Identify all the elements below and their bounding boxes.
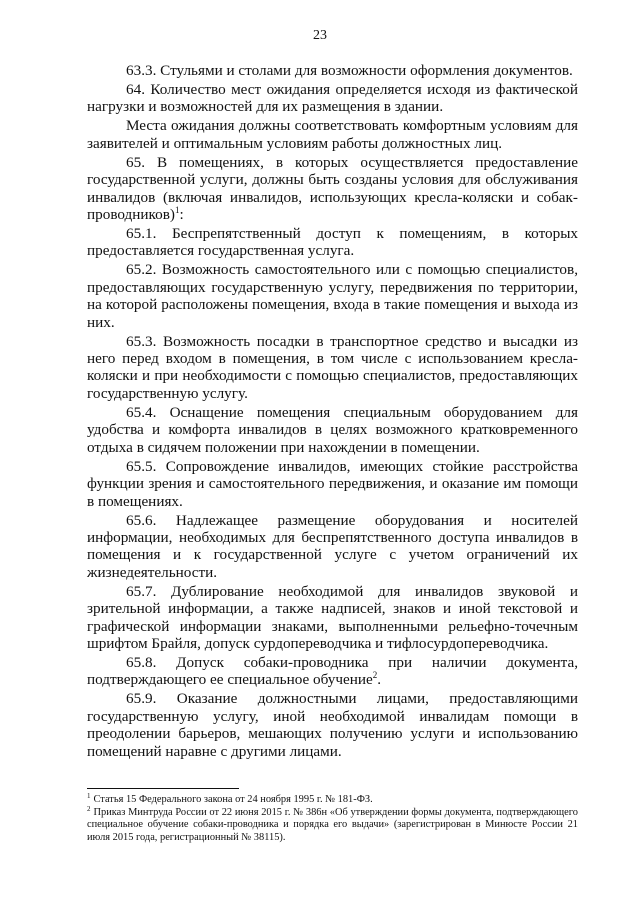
paragraph-text-tail: . [377, 671, 382, 689]
document-body [87, 62, 578, 762]
paragraph-text: 65.2. Возможность самостоятельного или с помощью специалистов, предоставляющих государственную услугу, передвижения по территории, на которой расположены помещения, входа в такие помещения и выхода из них. [87, 261, 578, 331]
paragraph-text: 65.3. Возможность посадки в транспортное средство и высадки из него перед входом в помещения, в том числе с использованием кресла-коляски и при необходимости с помощью специалистов, предоставляющих государственную услугу. [87, 332, 578, 402]
paragraph-65-7 [87, 583, 578, 653]
paragraph-waiting-areas [87, 117, 578, 152]
paragraph-text: 64. Количество мест ожидания определяется исходя из фактической нагрузки и возможностей для их размещения в здании. [87, 81, 578, 116]
footnote-1 [87, 794, 578, 806]
paragraph-65-1 [87, 225, 578, 260]
paragraph-65-4 [87, 404, 578, 456]
paragraph-65-8 [87, 654, 578, 689]
paragraph-65 [87, 154, 578, 224]
footnotes [87, 794, 578, 845]
paragraph-text: 65.7. Дублирование необходимой для инвалидов звуковой и зрительной информации, а также надписей, знаков и иной текстовой и графической информации знаками, выполненными рельефно-точечным шрифтом Брайля, допуск сурдопереводчика и тифлосурдопереводчика. [87, 582, 578, 652]
paragraph-text: 65. В помещениях, в которых осуществляется предоставление государственной услуги, должны быть созданы условия для обслуживания инвалидов (включая инвалидов, использующих кресла-коляски и собак-проводников) [87, 153, 578, 224]
paragraph-text: 65.8. Допуск собаки-проводника при наличии документа, подтверждающего ее специальное обучение [87, 653, 578, 689]
paragraph-text: 65.5. Сопровождение инвалидов, имеющих стойкие расстройства функции зрения и самостоятельного передвижения, и оказание им помощи в помещениях. [87, 457, 578, 510]
paragraph-text: 65.1. Беспрепятственный доступ к помещениям, в которых предоставляется государственная услуга. [87, 225, 578, 260]
paragraph-63-3 [87, 62, 578, 79]
paragraph-65-3 [87, 333, 578, 403]
paragraph-65-2 [87, 261, 578, 331]
footnote-2 [87, 807, 578, 844]
footnote-text: Статья 15 Федерального закона от 24 ноября 1995 г. № 181-ФЗ. [93, 794, 373, 805]
paragraph-text: 65.6. Надлежащее размещение оборудования и носителей информации, необходимых для беспрепятственного доступа инвалидов в помещения и к государственной услуге с учетом ограничений их жизнедеятельности. [87, 511, 578, 581]
paragraph-text: 65.9. Оказание должностными лицами, предоставляющими государственную услугу, иной необходимой инвалидам помощи в преодолении барьеров, мешающих получению услуги и использованию помещений наравне с другими лицами. [87, 690, 578, 760]
paragraph-text-tail: : [179, 206, 184, 224]
paragraph-64 [87, 81, 578, 116]
paragraph-text: 63.3. Стульями и столами для возможности оформления документов. [126, 62, 573, 79]
footnote-mark: 1 [87, 792, 91, 800]
footnote-text: Приказ Минтруда России от 22 июня 2015 г. № 386н «Об утверждении формы документа, подтверждающего специальное обучение собаки-проводника и порядка его выдачи» (зарегистрирован в Минюсте России 21 июля 2015 года, регистрационный № 38115). [87, 807, 578, 843]
paragraph-65-9 [87, 690, 578, 760]
footnote-ref-1[interactable]: 1 [174, 205, 180, 216]
paragraph-65-5 [87, 458, 578, 510]
paragraph-65-6 [87, 512, 578, 582]
footnote-divider [87, 788, 239, 789]
paragraph-text: 65.4. Оснащение помещения специальным оборудованием для удобства и комфорта инвалидов в целях возможного кратковременного отдыха в сидячем положении при нахождении в помещении. [87, 403, 578, 456]
page-number: 23 [313, 28, 327, 43]
paragraph-text: Места ожидания должны соответствовать комфортным условиям для заявителей и оптимальным условиям работы должностных лиц. [87, 117, 578, 152]
footnote-ref-2[interactable]: 2 [372, 670, 378, 681]
footnote-mark: 2 [87, 805, 91, 814]
